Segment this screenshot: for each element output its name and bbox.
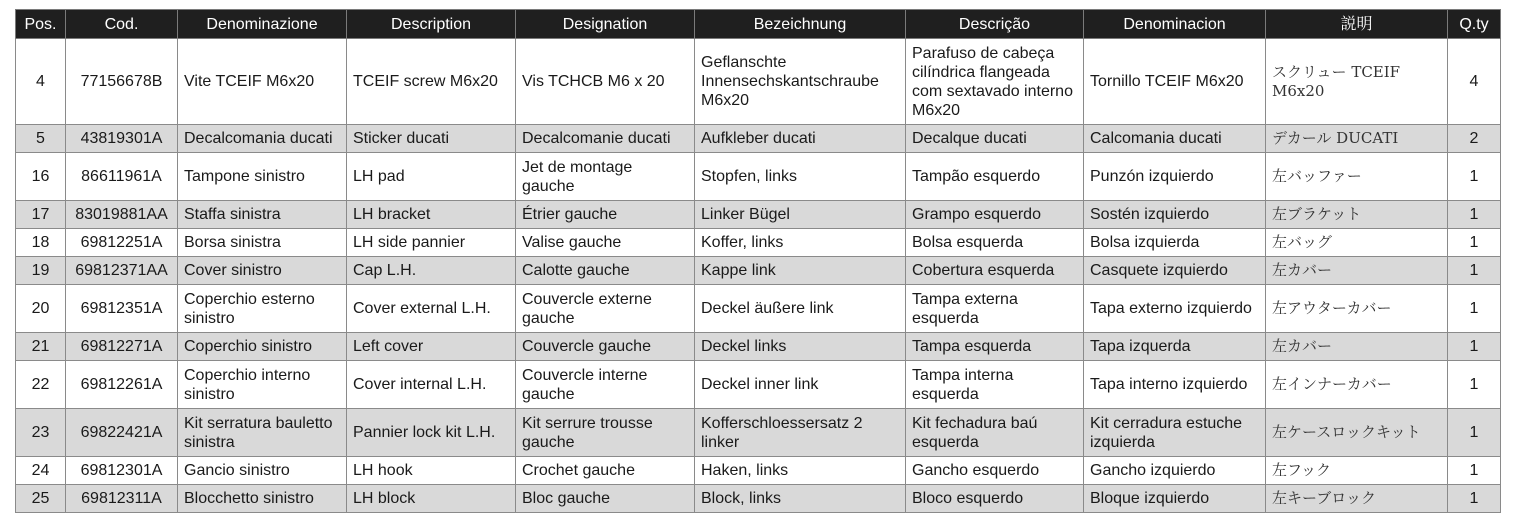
code-cell: 43819301A: [66, 125, 178, 153]
french-cell: Calotte gauche: [516, 257, 695, 285]
qty-cell: 1: [1448, 153, 1501, 201]
spanish-cell: Gancho izquierdo: [1084, 457, 1266, 485]
spanish-cell: Kit cerradura estuche izquierda: [1084, 409, 1266, 457]
qty-cell: 1: [1448, 409, 1501, 457]
code-cell: 69822421A: [66, 409, 178, 457]
french-cell: Couvercle gauche: [516, 333, 695, 361]
german-cell: Aufkleber ducati: [695, 125, 906, 153]
french-cell: Étrier gauche: [516, 201, 695, 229]
japanese-cell: 左フック: [1266, 457, 1448, 485]
japanese-cell: 左インナーカバー: [1266, 361, 1448, 409]
english-cell: Sticker ducati: [347, 125, 516, 153]
french-cell: Bloc gauche: [516, 485, 695, 513]
italian-cell: Blocchetto sinistro: [178, 485, 347, 513]
portuguese-cell: Parafuso de cabeça cilíndrica flangeada com sextavado interno M6x20: [906, 39, 1084, 125]
italian-cell: Staffa sinistra: [178, 201, 347, 229]
parts-table: [15, 9, 1501, 513]
german-cell: Haken, links: [695, 457, 906, 485]
english-cell: Pannier lock kit L.H.: [347, 409, 516, 457]
table-row: [16, 39, 1501, 125]
french-cell: Crochet gauche: [516, 457, 695, 485]
pos-cell: 25: [16, 485, 66, 513]
japanese-cell: 左ブラケット: [1266, 201, 1448, 229]
japanese-cell: スクリュー TCEIF M6x20: [1266, 39, 1448, 125]
pos-cell: 16: [16, 153, 66, 201]
code-cell: 83019881AA: [66, 201, 178, 229]
portuguese-cell: Cobertura esquerda: [906, 257, 1084, 285]
japanese-cell: 左アウターカバー: [1266, 285, 1448, 333]
italian-cell: Coperchio sinistro: [178, 333, 347, 361]
french-cell: Valise gauche: [516, 229, 695, 257]
french-cell: Vis TCHCB M6 x 20: [516, 39, 695, 125]
english-cell: LH side pannier: [347, 229, 516, 257]
italian-cell: Tampone sinistro: [178, 153, 347, 201]
pos-cell: 18: [16, 229, 66, 257]
qty-cell: 1: [1448, 361, 1501, 409]
portuguese-cell: Bloco esquerdo: [906, 485, 1084, 513]
spanish-cell: Tapa interno izquierdo: [1084, 361, 1266, 409]
italian-cell: Vite TCEIF M6x20: [178, 39, 347, 125]
spanish-cell: Tapa izquerda: [1084, 333, 1266, 361]
header-pos: Pos.: [16, 10, 66, 39]
table-row: [16, 333, 1501, 361]
german-cell: Linker Bügel: [695, 201, 906, 229]
header-japanese: 説明: [1266, 10, 1448, 39]
table-row: [16, 361, 1501, 409]
german-cell: Deckel links: [695, 333, 906, 361]
header-code: Cod.: [66, 10, 178, 39]
header-description: Description: [347, 10, 516, 39]
german-cell: Deckel inner link: [695, 361, 906, 409]
qty-cell: 1: [1448, 485, 1501, 513]
english-cell: Cover external L.H.: [347, 285, 516, 333]
english-cell: TCEIF screw M6x20: [347, 39, 516, 125]
table-row: [16, 285, 1501, 333]
german-cell: Koffer, links: [695, 229, 906, 257]
qty-cell: 1: [1448, 257, 1501, 285]
portuguese-cell: Tampão esquerdo: [906, 153, 1084, 201]
spanish-cell: Tornillo TCEIF M6x20: [1084, 39, 1266, 125]
qty-cell: 1: [1448, 201, 1501, 229]
french-cell: Couvercle interne gauche: [516, 361, 695, 409]
spanish-cell: Sostén izquierdo: [1084, 201, 1266, 229]
japanese-cell: 左ケースロックキット: [1266, 409, 1448, 457]
table-row: [16, 485, 1501, 513]
german-cell: Deckel äußere link: [695, 285, 906, 333]
english-cell: LH pad: [347, 153, 516, 201]
qty-cell: 1: [1448, 457, 1501, 485]
portuguese-cell: Tampa esquerda: [906, 333, 1084, 361]
spanish-cell: Calcomania ducati: [1084, 125, 1266, 153]
table-row: [16, 457, 1501, 485]
english-cell: LH bracket: [347, 201, 516, 229]
french-cell: Kit serrure trousse gauche: [516, 409, 695, 457]
header-qty: Q.ty: [1448, 10, 1501, 39]
header-row: [16, 10, 1501, 39]
spanish-cell: Bolsa izquierda: [1084, 229, 1266, 257]
italian-cell: Coperchio interno sinistro: [178, 361, 347, 409]
header-descricao: Descrição: [906, 10, 1084, 39]
italian-cell: Borsa sinistra: [178, 229, 347, 257]
code-cell: 69812371AA: [66, 257, 178, 285]
portuguese-cell: Grampo esquerdo: [906, 201, 1084, 229]
code-cell: 77156678B: [66, 39, 178, 125]
french-cell: Jet de montage gauche: [516, 153, 695, 201]
header-denominacion: Denominacion: [1084, 10, 1266, 39]
pos-cell: 24: [16, 457, 66, 485]
portuguese-cell: Bolsa esquerda: [906, 229, 1084, 257]
header-bezeichnung: Bezeichnung: [695, 10, 906, 39]
pos-cell: 23: [16, 409, 66, 457]
pos-cell: 5: [16, 125, 66, 153]
french-cell: Couvercle externe gauche: [516, 285, 695, 333]
qty-cell: 1: [1448, 333, 1501, 361]
portuguese-cell: Tampa externa esquerda: [906, 285, 1084, 333]
english-cell: LH block: [347, 485, 516, 513]
portuguese-cell: Decalque ducati: [906, 125, 1084, 153]
code-cell: 69812351A: [66, 285, 178, 333]
table-row: [16, 125, 1501, 153]
qty-cell: 2: [1448, 125, 1501, 153]
qty-cell: 4: [1448, 39, 1501, 125]
code-cell: 69812251A: [66, 229, 178, 257]
pos-cell: 19: [16, 257, 66, 285]
spanish-cell: Punzón izquierdo: [1084, 153, 1266, 201]
german-cell: Geflanschte Innensechskantschraube M6x20: [695, 39, 906, 125]
code-cell: 69812301A: [66, 457, 178, 485]
code-cell: 69812261A: [66, 361, 178, 409]
italian-cell: Cover sinistro: [178, 257, 347, 285]
japanese-cell: 左バッファー: [1266, 153, 1448, 201]
english-cell: Cap L.H.: [347, 257, 516, 285]
japanese-cell: デカール DUCATI: [1266, 125, 1448, 153]
pos-cell: 21: [16, 333, 66, 361]
code-cell: 86611961A: [66, 153, 178, 201]
table-row: [16, 153, 1501, 201]
japanese-cell: 左カバー: [1266, 257, 1448, 285]
japanese-cell: 左キーブロック: [1266, 485, 1448, 513]
header-denominazione: Denominazione: [178, 10, 347, 39]
table-row: [16, 229, 1501, 257]
portuguese-cell: Gancho esquerdo: [906, 457, 1084, 485]
header-designation: Designation: [516, 10, 695, 39]
table-row: [16, 201, 1501, 229]
table-row: [16, 257, 1501, 285]
italian-cell: Gancio sinistro: [178, 457, 347, 485]
pos-cell: 22: [16, 361, 66, 409]
code-cell: 69812271A: [66, 333, 178, 361]
qty-cell: 1: [1448, 285, 1501, 333]
german-cell: Block, links: [695, 485, 906, 513]
english-cell: LH hook: [347, 457, 516, 485]
english-cell: Left cover: [347, 333, 516, 361]
qty-cell: 1: [1448, 229, 1501, 257]
pos-cell: 17: [16, 201, 66, 229]
german-cell: Kofferschloessersatz 2 linker: [695, 409, 906, 457]
portuguese-cell: Kit fechadura baú esquerda: [906, 409, 1084, 457]
spanish-cell: Bloque izquierdo: [1084, 485, 1266, 513]
table-row: [16, 409, 1501, 457]
code-cell: 69812311A: [66, 485, 178, 513]
portuguese-cell: Tampa interna esquerda: [906, 361, 1084, 409]
german-cell: Stopfen, links: [695, 153, 906, 201]
pos-cell: 20: [16, 285, 66, 333]
japanese-cell: 左バッグ: [1266, 229, 1448, 257]
spanish-cell: Tapa externo izquierdo: [1084, 285, 1266, 333]
english-cell: Cover internal L.H.: [347, 361, 516, 409]
italian-cell: Coperchio esterno sinistro: [178, 285, 347, 333]
japanese-cell: 左カバー: [1266, 333, 1448, 361]
italian-cell: Decalcomania ducati: [178, 125, 347, 153]
pos-cell: 4: [16, 39, 66, 125]
german-cell: Kappe link: [695, 257, 906, 285]
spanish-cell: Casquete izquierdo: [1084, 257, 1266, 285]
french-cell: Decalcomanie ducati: [516, 125, 695, 153]
italian-cell: Kit serratura bauletto sinistra: [178, 409, 347, 457]
